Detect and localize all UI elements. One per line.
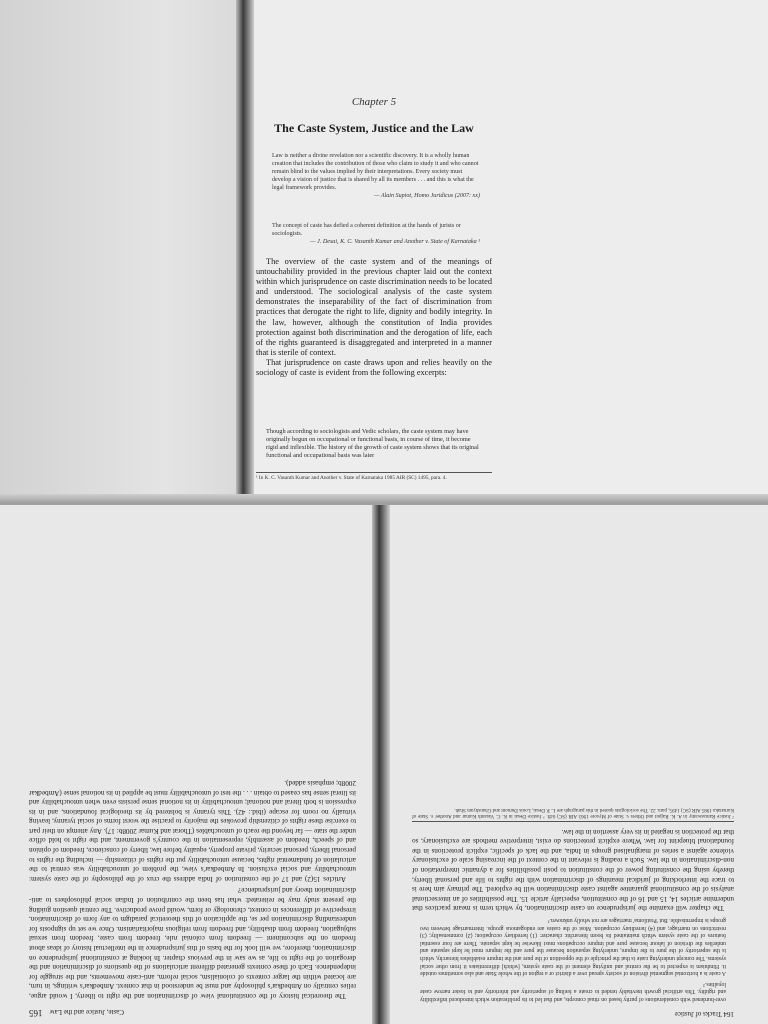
- running-head-title: Caste, Justice and the Law: [49, 1008, 124, 1016]
- page-164-text: [412, 806, 734, 1002]
- epigraph-desai: [272, 222, 480, 246]
- footnotes: ² Justice Ramaswamy in A. K. Rajput and Others v. State of Mysore 1963 AIR (SC) 649. ³ Justice Desai in K. C. Vasanth Kumar and Another v. State of Karnataka 1985 AIR (SC) 1495, para. 22. The sociologists quoted in this paragraph are L. P. Desai, Louis Dumont and Ghanshyam Shah.: [412, 806, 734, 822]
- running-head: 164 Tracks of Justice: [674, 1010, 734, 1018]
- running-head: [29, 1008, 356, 1018]
- chapter-body-text: [256, 257, 492, 378]
- quote-continuation: over-burdened with considerations of purity based on ritual concepts, and that led to its proliferation which introduced inflexibility and rigidity. This artificial growth inevitably tended to create a feeling of superiority and inferiority and to foster narrow caste loyalties.²: [420, 980, 726, 1002]
- chapter-label: Chapter 5: [351, 96, 397, 108]
- bottom-spread-sheet: [0, 505, 768, 1024]
- top-page-sheet: [0, 0, 768, 505]
- body-paragraph: The chapter will examine the jurisprudence on caste discrimination, by which term is meant practices that undermine articles 14, 15 and 16 of the constitution, especially article 15. The possibilities of an intersectional analysis of the constitutional guarantee against caste discrimination will be explored. The primary aim here is to trace the interlocking of juridical meanings of discrimination with the rights to life and personal liberty, thereby using the constituting power of the constitution to posit possibilities for a dynamic interpretation of non-discrimination in the law. Such a reading is relevant in the context of the increasing scale of exclusionary violence against a series of marginalised groups in India, and the lack of specific, explicit protections in the foundational blueprint for law. Where explicit protections do exist, interpretive methods are exclusionary, so that the protection is negated in its very assertion in the law.: [412, 827, 734, 913]
- epigraph-supiot: [272, 152, 480, 200]
- body-paragraph: The theoretical history of the constitutional view of discrimination and the right to liberty, I would argue, relies centrally on Ambedkar's philosophy and must be understood in that context. Ambedkar's writings, in turn, are located within the larger contexts of colonialism, social reform, anti-caste movements, and the struggle for independence. Each of these contexts generated different articulations of the questions of discrimination and the derogation of the right to life, as we saw in the previous chapter. In looking at constitutional jurisprudence on discrimination, therefore, we will look for the basis of this jurisprudence in the intellectual history of ideas about freedom on the subcontinent — freedom from colonial rule, freedom from caste, freedom from sexual subjugation, freedom from disability, and freedom from religious majoritarianism. Once we set up signposts for understanding discrimination per se, the application of this theoretical paradigm to any form of discrimination, irrespective of differences in context, chronology or form, would prove productive. The central question guiding the present study may be reiterated: what has been the contribution of Indian social philosophers to anti-discrimination theory and jurisprudence?: [29, 886, 356, 1000]
- page-165: [25, 505, 360, 1024]
- page-164: [408, 505, 738, 1024]
- epigraph-text: The concept of caste has defied a coherent definition at the hands of jurists or sociologists.: [272, 223, 461, 237]
- body-paragraph: The overview of the caste system and of the meanings of untouchability provided in the previous chapter laid out the context within which jurisprudence on caste discrimination needs to be located and understood. The sociological analysis of the caste system demonstrates the inseparability of the fact of discrimination from practices that derogate the right to life, dignity and bodily integrity. In the law, however, although the constitution of India provides protection against both discrimination and the derogation of life, each of the rights guaranteed is disaggregated and interpreted in a manner that is sterile of context.: [256, 257, 492, 357]
- epigraph-source: — Alain Supiot, Homo Juridicus (2007: xx): [373, 193, 480, 199]
- book-gutter: [236, 0, 254, 505]
- chapter-opening-page: [256, 0, 492, 505]
- left-page-blank-edge: [0, 0, 236, 505]
- footnote: ¹ In K. C. Vasanth Kumar and Another v. State of Karnataka 1985 AIR (SC) 1495, para. 4.: [256, 472, 492, 481]
- chapter-title: The Caste System, Justice and the Law: [274, 121, 474, 135]
- body-paragraph: That jurisprudence on caste draws upon and relies heavily on the sociology of caste is evident from the following excerpts:: [256, 357, 492, 378]
- page-number: 165: [29, 1008, 43, 1018]
- page-fold-seam: [0, 494, 768, 505]
- block-quote: Though according to sociologists and Vedic scholars, the caste system may have originally begun on occupational or functional basis, in course of time, it become rigid and inflexible. The history of the growth of caste system shows that its original functional and occupational basis was later: [266, 428, 479, 459]
- body-paragraph: Articles 15(2) and 17 of the constitution of India address the crux of the philosophy of the caste system: untouchability and social exclusion. In Ambedkar's view, the problem of untouchability was central to the articulation of fundamental rights, because untouchability put the rights of citizenship — including the rights to personal liberty, personal security, private property, equality before law, liberty of conscience, freedom of opinion and of speech, freedom of assembly, representation in the country's government, and the right to hold office under the state — far beyond the reach of untouchables (Thorat and Kumar 2008b: 17). Any attempt on their part to exercise these rights of citizenship provokes the majority to practise the worst forms of social tyranny, leaving virtually no room for escape (ibid.: 42). This tyranny is bolstered by its theological foundations, and in its expression is both literal and notional; untouchability in its notional sense persists even when untouchability and its literal sense has ceased to obtain . . . the test of untouchability must be applied in its notional sense (Ambedkar 2008b; emphasis added).: [29, 778, 356, 883]
- page-165-text: [29, 775, 356, 1000]
- epigraph-text: Law is neither a divine revelation nor a scientific discovery. It is a wholly human creation that includes the contribution of those who claim to study it and who cannot remain blind to the values implied by their interpretations. Every society must develop a vision of justice that is shared by all its members . . . and this is what the legal framework provides.: [272, 153, 479, 191]
- upside-down-spread: [0, 505, 768, 1024]
- block-quote: A caste is a horizontal segmental division of society spread over a district or a region of the whole State and also sometimes outside it. Hinduism is expected to be the central and unifying element of the caste system, [which] differentiates it from other social systems. The concept underlying caste is that the principle of the opposition of the pure and the impure establishes hierarchy, which is the superiority of the pure to the impure, underlying separation because the pure and the impure must be kept separate and underlies the division of labour because pure and impure occupations must likewise be kept separate. There are four essential features of the caste system which maintained its boom hierarchic character: (1) hereditary occupation; (2) commensality; (3) restrictions on marriage; and (4) hereditary occupation. Most of the castes are endogamous groups. Intermarriage between two groups is impermissible. But 'Pratiloma' marriages are not wholly unknown.³: [420, 917, 726, 977]
- epigraph-source: — J. Desai, K. C. Vasanth Kumar and Another v. State of Karnataka ¹: [310, 239, 480, 245]
